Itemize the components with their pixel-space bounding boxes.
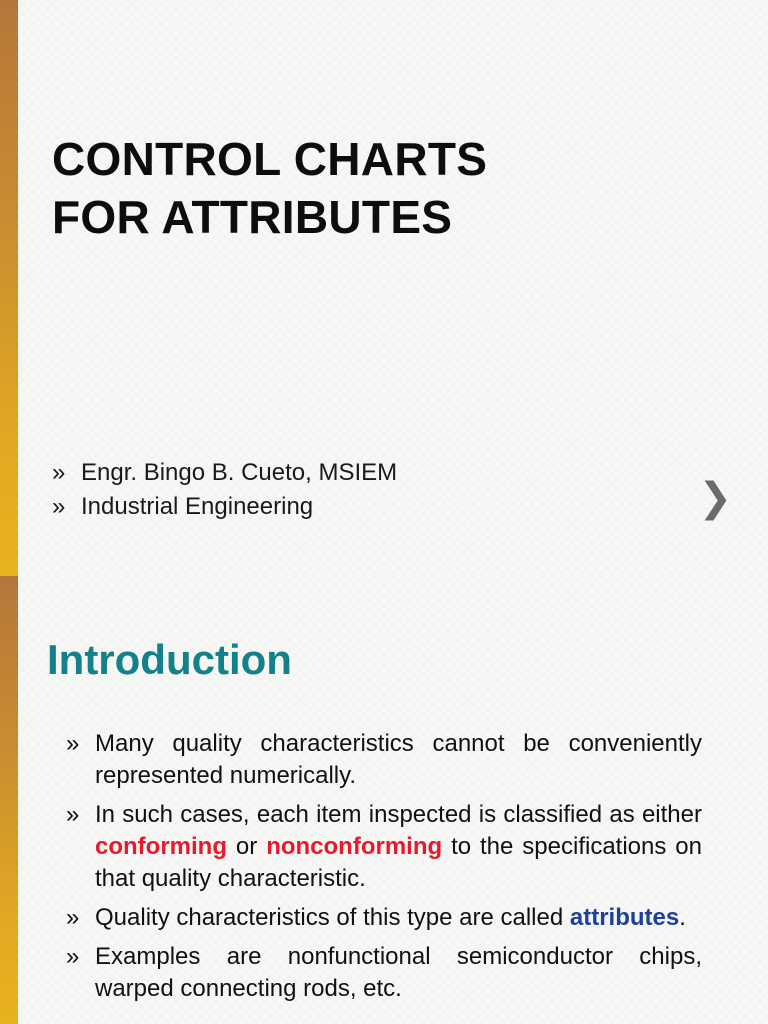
list-item	[66, 799, 702, 895]
bullet-marker: »	[66, 801, 80, 828]
keyword-attributes: attributes	[569, 904, 680, 931]
title-line-2: FOR ATTRIBUTES	[52, 191, 453, 243]
list-item	[66, 902, 702, 934]
bullet-text-mid: or	[227, 833, 267, 860]
bullet-text: Many quality characteristics cannot be conveniently represented numerically.	[95, 730, 702, 789]
title-line-1: CONTROL CHARTS	[52, 133, 488, 185]
bullet-marker: »	[66, 730, 80, 757]
accent-side-bar	[0, 0, 18, 576]
bullet-marker: »	[52, 459, 66, 486]
list-item	[66, 728, 702, 792]
author-info-list	[52, 456, 397, 524]
slide-title	[52, 130, 487, 246]
department-item	[52, 490, 397, 524]
department-name: Industrial Engineering	[81, 493, 314, 520]
keyword-nonconforming: nonconforming	[266, 833, 443, 860]
author-name-item	[52, 456, 397, 490]
author-name: Engr. Bingo B. Cueto, MSIEM	[81, 459, 398, 486]
bullet-text-pre: Quality characteristics of this type are called	[95, 904, 570, 931]
intro-bullet-list	[66, 728, 702, 1012]
section-heading: Introduction	[47, 636, 292, 683]
bullet-text-post: .	[679, 904, 686, 931]
accent-side-bar	[0, 576, 18, 1024]
introduction-slide	[0, 576, 768, 1024]
next-slide-chevron-icon[interactable]: ❯	[698, 476, 732, 520]
bullet-marker: »	[52, 493, 66, 520]
list-item	[66, 941, 702, 1005]
bullet-marker: »	[66, 943, 80, 970]
bullet-text-pre: In such cases, each item inspected is classified as either	[95, 801, 702, 828]
bullet-text: Examples are nonfunctional semiconductor chips, warped connecting rods, etc.	[95, 943, 702, 1002]
bullet-marker: »	[66, 904, 80, 931]
keyword-conforming: conforming	[95, 833, 227, 860]
bullet-text-post: to the specifications on that quality characteristic.	[95, 833, 702, 892]
